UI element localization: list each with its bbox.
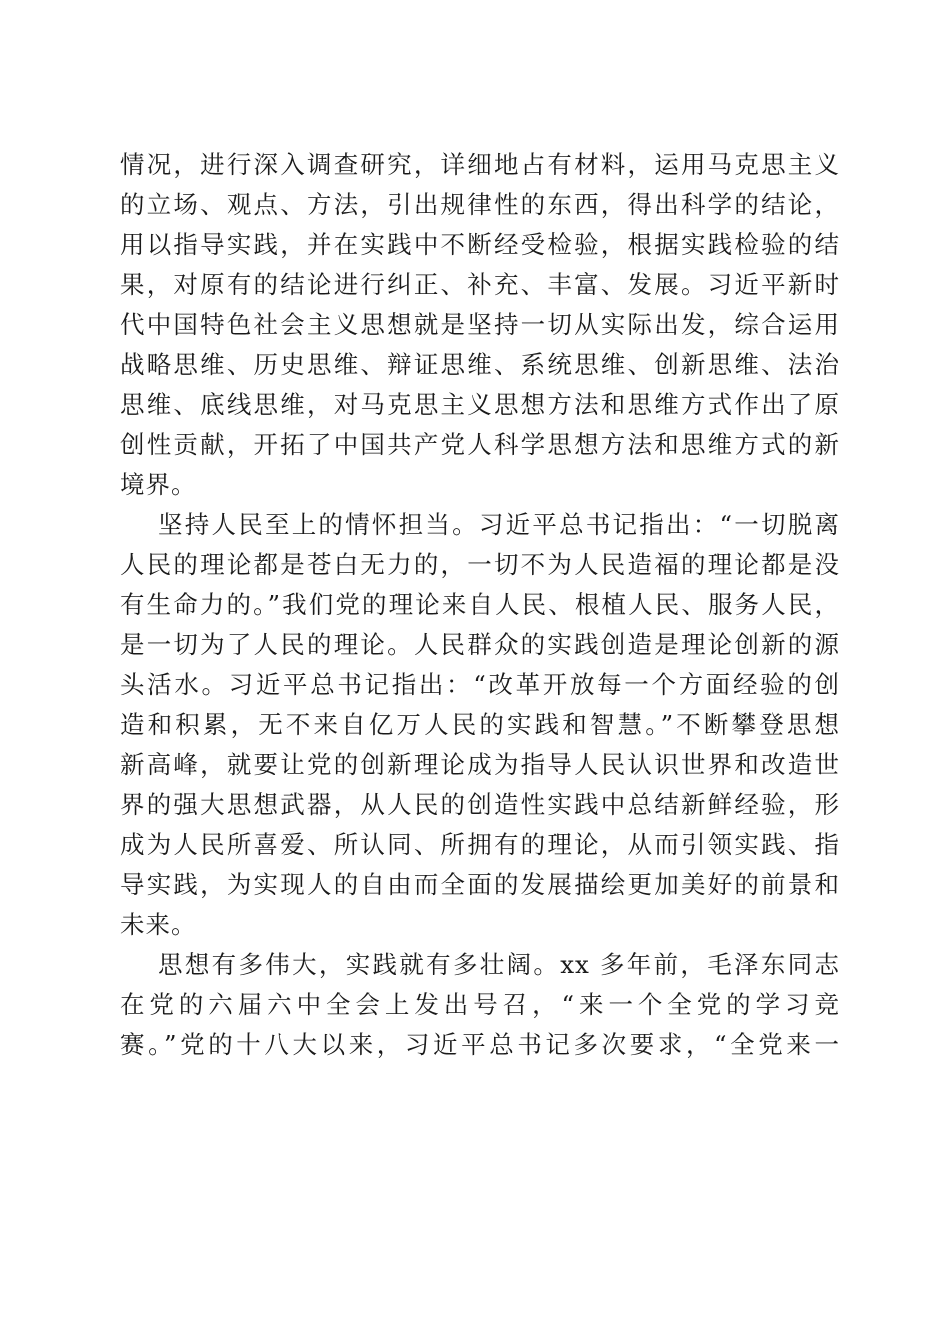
text-line: 创性贡献，开拓了中国共产党人科学思想方法和思维方式的新: [120, 430, 840, 459]
text-line: 思想有多伟大，实践就有多壮阔。xx 多年前，毛泽东同志: [158, 950, 840, 979]
text-line: 界的强大思想武器，从人民的创造性实践中总结新鲜经验，形: [120, 790, 840, 819]
text-line: 坚持人民至上的情怀担当。习近平总书记指出：“一切脱离: [158, 510, 840, 539]
text-line: 是一切为了人民的理论。人民群众的实践创造是理论创新的源: [120, 630, 840, 659]
text-line: 人民的理论都是苍白无力的，一切不为人民造福的理论都是没: [120, 550, 840, 579]
text-line: 造和积累，无不来自亿万人民的实践和智慧。”不断攀登思想: [120, 710, 840, 739]
text-line: 新高峰，就要让党的创新理论成为指导人民认识世界和改造世: [120, 750, 840, 779]
paragraph: [120, 505, 840, 945]
text-line: 头活水。习近平总书记指出：“改革开放每一个方面经验的创: [120, 670, 840, 699]
text-line: 赛。”党的十八大以来，习近平总书记多次要求，“全党来一: [120, 1030, 840, 1059]
text-line: 思维、底线思维，对马克思主义思想方法和思维方式作出了原: [120, 390, 840, 419]
text-line: 情况，进行深入调查研究，详细地占有材料，运用马克思主义: [120, 150, 840, 179]
text-line: 未来。: [120, 910, 197, 939]
paragraph: [120, 945, 840, 1065]
body-text: [120, 145, 840, 1065]
text-line: 导实践，为实现人的自由而全面的发展描绘更加美好的前景和: [120, 870, 840, 899]
paragraph: [120, 145, 840, 505]
text-line: 的立场、观点、方法，引出规律性的东西，得出科学的结论，: [120, 190, 840, 219]
text-line: 有生命力的。”我们党的理论来自人民、根植人民、服务人民，: [120, 590, 840, 619]
text-line: 战略思维、历史思维、辩证思维、系统思维、创新思维、法治: [120, 350, 840, 379]
text-line: 用以指导实践，并在实践中不断经受检验，根据实践检验的结: [120, 230, 840, 259]
text-line: 代中国特色社会主义思想就是坚持一切从实际出发，综合运用: [120, 310, 840, 339]
text-line: 成为人民所喜爱、所认同、所拥有的理论，从而引领实践、指: [120, 830, 840, 859]
text-line: 在党的六届六中全会上发出号召，“来一个全党的学习竞: [120, 990, 840, 1019]
text-line: 果，对原有的结论进行纠正、补充、丰富、发展。习近平新时: [120, 270, 840, 299]
text-line: 境界。: [120, 470, 197, 499]
